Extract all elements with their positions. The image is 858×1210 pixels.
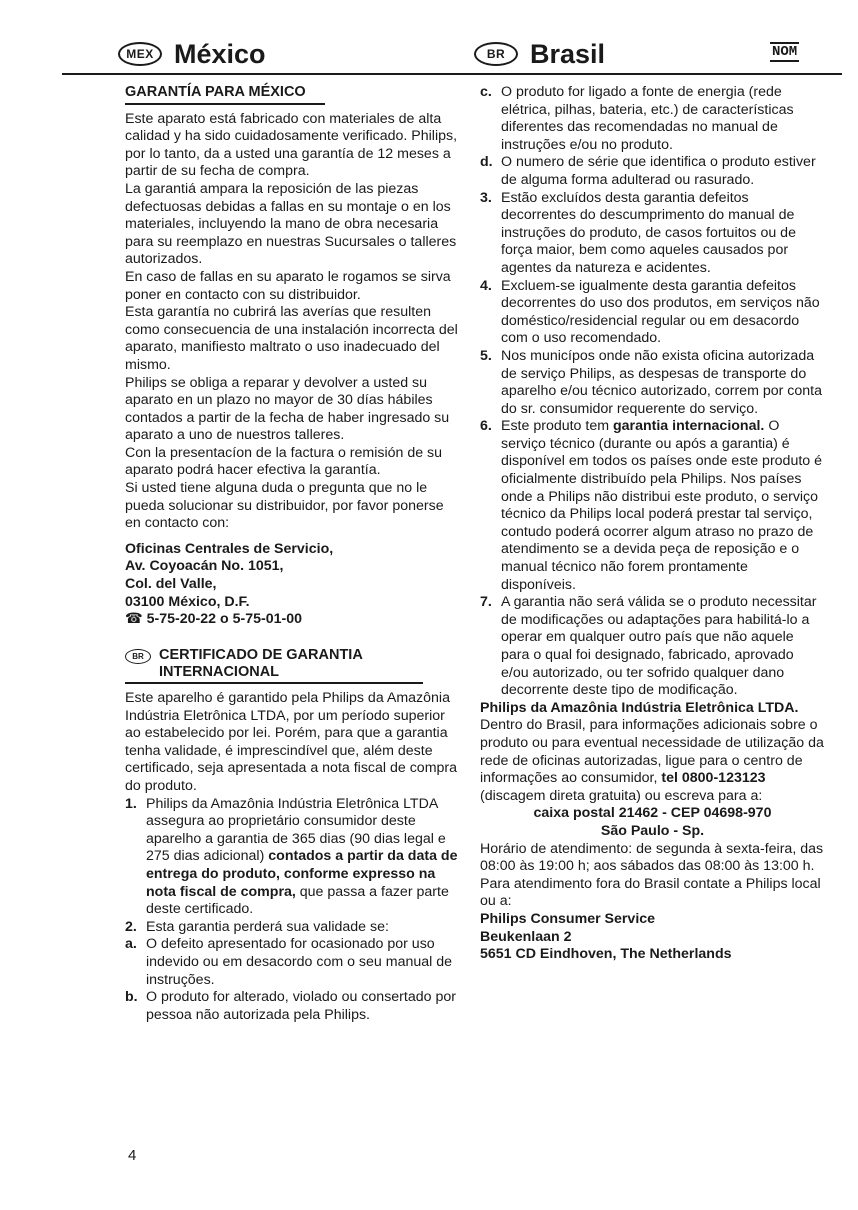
mexico-paragraph: Philips se obliga a reparar y devolver a usted su aparato en un plazo no mayor de 30 días hábiles contados a partir de la fecha de haber ingresado su aparato a uno de nuestros talleres. <box>125 374 450 444</box>
postal-box: caixa postal 21462 - CEP 04698-970 <box>533 805 772 822</box>
header-brasil <box>474 36 605 72</box>
mexico-title: México <box>174 38 266 69</box>
brasil-title: Brasil <box>530 38 606 69</box>
certificado-underline <box>125 682 423 684</box>
mexico-paragraph: Este aparato está fabricado con materiales de alta calidad y ha sido cuidadosamente verificado. Philips, por lo tanto, da a usted una garantía de 12 meses a partir de su fecha de compra. <box>125 110 458 180</box>
list-item: b. O produto for alterado, violado ou consertado por pessoa não autorizada pela Philips. <box>125 989 456 1023</box>
list-item: 3. Estão excluídos desta garantia defeitos decorrentes do descumprimento do manual de instruções do produto, de casos fortuitos ou de força maior, bem como aqueles causados por agentes da natureza e acidentes. <box>480 189 796 276</box>
mexico-section-title: GARANTÍA PARA MÉXICO <box>125 84 325 105</box>
mexico-paragraph: Si usted tiene alguna duda o pregunta que no le pueda solucionar su distribuidor, por favor ponerse en contacto con: <box>125 480 444 532</box>
postal-city: São Paulo - Sp. <box>600 822 705 839</box>
certificado-intro: Este aparelho é garantido pela Philips da Amazônia Indústria Eletrônica LTDA, por um período superior ao estabelecido por lei. Porém, para que a garantia tenha validade, é imprescindível que, além deste certificado, seja apresentada a nota fiscal de compra do produto. <box>125 690 458 794</box>
right-column <box>480 84 825 964</box>
mex-badge-icon: MEX <box>118 42 162 66</box>
service-address-line: Philips Consumer Service <box>480 910 656 927</box>
list-item: 1. Philips da Amazônia Indústria Eletrônica LTDA assegura ao proprietário consumidor deste aparelho a garantia de 365 dias (90 dias legal e 275 dias adicional) contados a partir da data de entrega do produto, conforme expresso na nota fiscal de compra, que passa a fazer parte deste certificado. <box>125 795 458 918</box>
mexico-paragraph: En caso de fallas en su aparato le rogamos se sirva poner en contacto con su distribuidor. <box>125 268 451 303</box>
company-name: Philips da Amazônia Indústria Eletrônica LTDA. <box>480 699 799 716</box>
address-line: Av. Coyoacán No. 1051, <box>125 558 284 575</box>
address-line: Oficinas Centrales de Servicio, <box>125 540 334 557</box>
outside-paragraph: Para atendimento fora do Brasil contate a Philips local ou a: <box>480 875 821 910</box>
left-column <box>125 84 463 1024</box>
service-address-line: 5651 CD Eindhoven, The Netherlands <box>480 946 732 963</box>
mexico-paragraph: La garantiá ampara la reposición de las piezas defectuosas debidas a fallas en su montaje o en los materiales, incluyendo la mano de obra necesaria para su reemplazo en nuestras Sucursales o talleres autorizados. <box>125 180 457 268</box>
telephone-icon: ☎ <box>125 611 143 628</box>
mexico-paragraph: Con la presentacíon de la factura o remisión de su aparato podrá hacer efectiva la garantía. <box>125 444 443 479</box>
phone-line <box>125 611 463 629</box>
address-line: 03100 México, D.F. <box>125 593 250 610</box>
hours-paragraph: Horário de atendimento: de segunda à sexta-feira, das 08:00 às 19:00 h; aos sábados das 08:00 às 13:00 h. <box>480 840 824 875</box>
phone-numbers: 5-75-20-22 o 5-75-01-00 <box>146 611 303 628</box>
header-mexico <box>118 36 266 72</box>
certificado-title-line1: CERTIFICADO DE GARANTIA <box>159 646 363 663</box>
list-item: 6. Este produto tem garantia internacional. O serviço técnico (durante ou após a garantia) é disponível em todos os países onde este produto é oficialmente distribuído pela Philips. Nos países onde a Philips não distribui este produto, o serviço técnico da Philips local poderá prestar tal serviço, contudo poderá ocorrer algum atraso no prazo de atendimento se a devida peça de reposição e o manual técnico não forem prontamente disponíveis. <box>480 418 823 593</box>
certificado-title-line2: INTERNACIONAL <box>159 664 280 681</box>
certificado-heading <box>125 647 463 682</box>
nom-mark: NOM <box>772 44 798 60</box>
service-address-line: Beukenlaan 2 <box>480 928 572 945</box>
list-item: 2. Esta garantia perderá sua validade se: <box>125 918 389 935</box>
list-item: a. O defeito apresentado for ocasionado por uso indevido ou em desacordo com o seu manual de instruções. <box>125 936 453 988</box>
list-item: 5. Nos municípos onde não exista oficina autorizada de serviço Philips, as despesas de transporte do aparelho e/ou técnico autorizado, correm por conta do sr. consumidor requerente do serviço. <box>480 347 822 417</box>
br-badge-icon: BR <box>474 42 518 66</box>
mexico-paragraph: Esta garantía no cubrirá las averías que resulten como consecuencia de una instalación incorrecta del aparato, manifiesto maltrato o uso inadecuado del mismo. <box>125 304 458 373</box>
list-item: 7. A garantia não será válida se o produto necessitar de modificações ou adaptações para habilitá-lo a operar em qualquer outro país que não aquele para o qual foi designado, fabricado, aprovado e/ou autorizado, ou ter sofrido qualquer dano decorrente deste tipo de modificação. <box>480 594 817 699</box>
address-line: Col. del Valle, <box>125 576 217 593</box>
header-divider <box>62 73 842 75</box>
contact-paragraph: Dentro do Brasil, para informações adicionais sobre o produto ou para eventual necessidade de utilização da rede de oficinas autorizadas, ligue para o centro de informações ao consumidor, tel 0800-123123 (discagem direta gratuita) ou escreva para a: <box>480 717 824 804</box>
list-item: d. O numero de série que identifica o produto estiver de alguma forma adulterad ou rasurado. <box>480 154 816 188</box>
br-small-badge-icon: BR <box>125 649 151 664</box>
page-number: 4 <box>128 1147 137 1164</box>
list-item: 4. Excluem-se igualmente desta garantia defeitos decorrentes do uso dos produtos, em serviços não doméstico/residencial regular ou em desacordo com o uso recomendado. <box>480 277 820 347</box>
list-item: c. O produto for ligado a fonte de energia (rede elétrica, pilhas, bateria, etc.) de características diferentes das recomendadas no manual de instruções e/ou no produto. <box>480 84 794 153</box>
